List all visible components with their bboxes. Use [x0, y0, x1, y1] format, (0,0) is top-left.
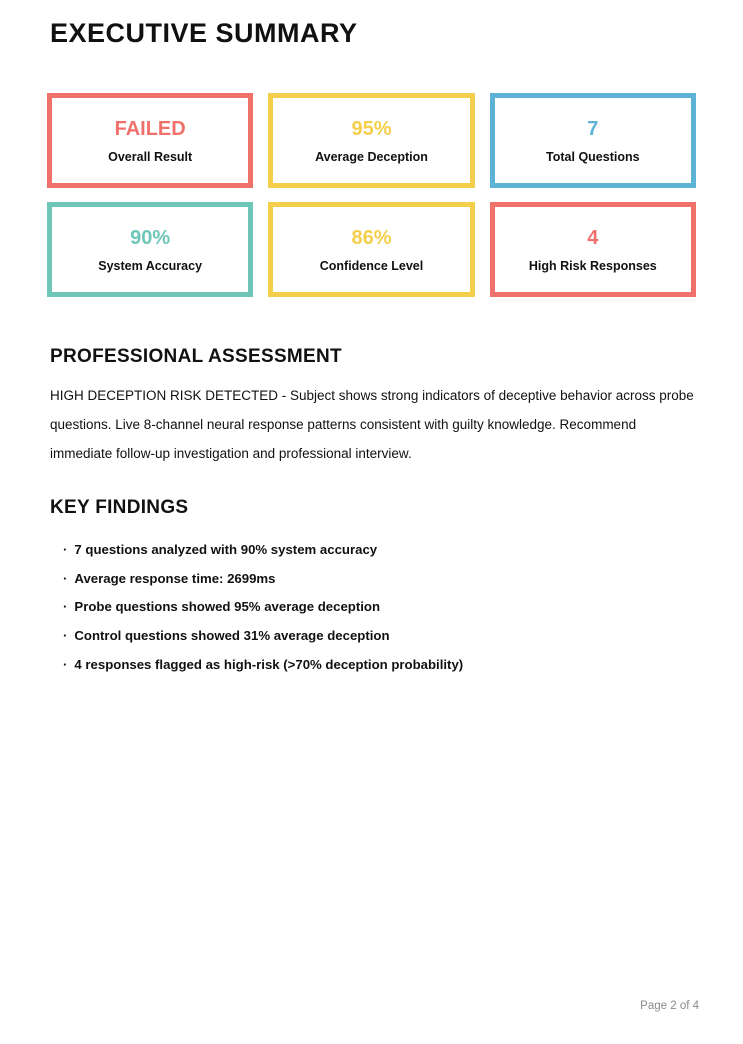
- stat-label: Overall Result: [108, 150, 193, 164]
- stat-card-total-questions: [490, 93, 696, 188]
- stat-value: 4: [587, 227, 599, 249]
- key-finding-item: · Average response time: 2699ms: [63, 565, 696, 594]
- key-finding-item: · 7 questions analyzed with 90% system accuracy: [63, 536, 696, 565]
- key-findings-list: [50, 536, 696, 680]
- stat-value: 86%: [351, 227, 392, 249]
- stat-cards-grid: [47, 93, 696, 297]
- key-findings-heading: KEY FINDINGS: [50, 497, 189, 518]
- page-number: Page 2 of 4: [640, 1000, 699, 1012]
- stat-card-high-risk-responses: [490, 202, 696, 297]
- stat-card-confidence-level: [268, 202, 474, 297]
- stat-value: 7: [587, 118, 599, 140]
- stat-label: System Accuracy: [98, 259, 203, 273]
- professional-assessment-heading: PROFESSIONAL ASSESSMENT: [50, 346, 342, 367]
- key-finding-item: · Probe questions showed 95% average deception: [63, 593, 696, 622]
- key-findings-section: [50, 497, 696, 680]
- page-title: EXECUTIVE SUMMARY: [50, 18, 358, 48]
- stat-value: 90%: [130, 227, 171, 249]
- stat-card-system-accuracy: [47, 202, 253, 297]
- stat-card-average-deception: [268, 93, 474, 188]
- stat-card-overall-result: [47, 93, 253, 188]
- stat-label: Average Deception: [315, 150, 428, 164]
- professional-assessment-body: HIGH DECEPTION RISK DETECTED - Subject shows strong indicators of deceptive behavior across probe questions. Live 8-channel neural response patterns consistent with guilty knowledge. Recommend immediate follow-up investigation and professional interview.: [50, 388, 694, 461]
- key-finding-item: · Control questions showed 31% average deception: [63, 622, 696, 651]
- key-finding-item: · 4 responses flagged as high-risk (>70% deception probability): [63, 651, 696, 680]
- stat-label: Confidence Level: [319, 259, 424, 273]
- stat-label: High Risk Responses: [528, 259, 657, 273]
- stat-value: FAILED: [114, 118, 186, 140]
- professional-assessment-section: [50, 346, 696, 468]
- stat-value: 95%: [351, 118, 392, 140]
- stat-label: Total Questions: [546, 150, 640, 164]
